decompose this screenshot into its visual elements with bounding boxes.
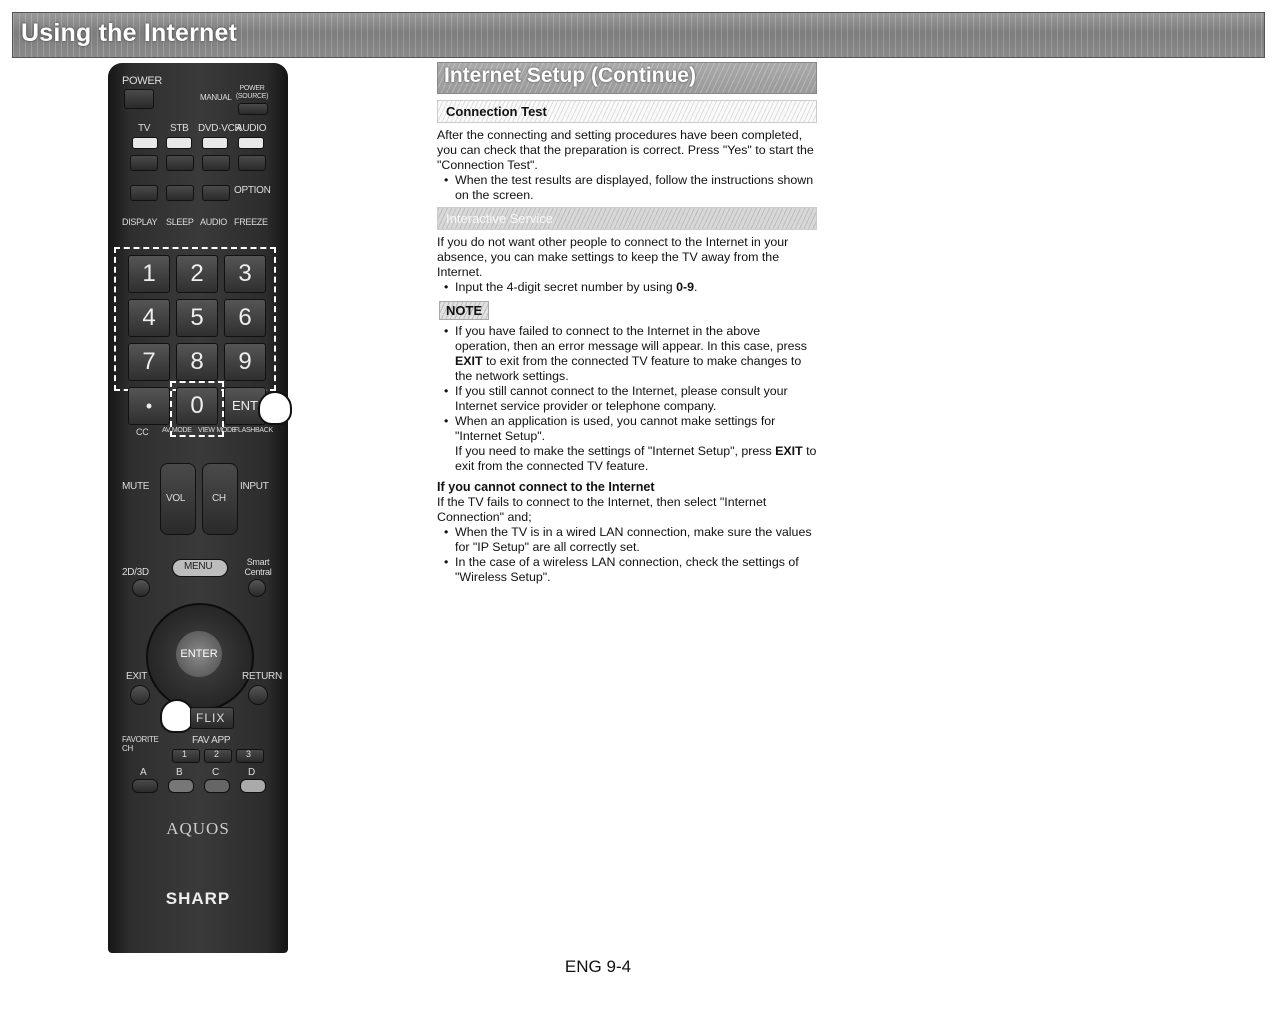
page-number: ENG 9-4 [564, 957, 632, 976]
section-title: Internet Setup (Continue) [444, 64, 696, 87]
key-range-dash: - [683, 280, 688, 294]
note-text: to exit from the connected TV feature to make changes to the network settings. [455, 354, 802, 383]
view-mode-label: VIEW MODE [198, 427, 237, 434]
play-button [166, 155, 194, 171]
ch-label: CH [212, 493, 226, 504]
freeze-label: FREEZE [234, 217, 268, 227]
pointing-hand-exit-icon [160, 699, 194, 733]
c-button [204, 779, 230, 793]
key-4: 4 [128, 299, 170, 337]
sleep-label: SLEEP [166, 217, 194, 227]
cc-label: CC [136, 427, 149, 437]
tv-mode-button [132, 137, 158, 149]
stb-label: STB [170, 123, 189, 134]
list-item: • In the case of a wireless LAN connection, check the settings of "Wireless Setup". [455, 555, 817, 585]
audio-label: AUDIO [236, 123, 267, 134]
cannot-connect-heading: If you cannot connect to the Internet [437, 480, 655, 494]
av-mode-label: AV MODE [162, 427, 192, 434]
rewind-button [130, 155, 158, 171]
2d3d-button [132, 579, 150, 597]
audio2-label: AUDIO [200, 217, 228, 227]
b-label: B [176, 767, 183, 778]
note-text: When an application is used, you cannot make settings for "Internet Setup". [455, 414, 776, 443]
c-label: C [212, 767, 219, 778]
vol-label: VOL [166, 493, 186, 504]
d-button [240, 779, 266, 793]
connection-test-paragraph: After the connecting and setting procedures have been completed, you can check that the preparation is correct. Press "Yes" to start the "Connection Test". [437, 128, 814, 172]
cannot-connect-list [437, 525, 817, 585]
key-9: 9 [224, 343, 266, 381]
interactive-service-list [437, 280, 817, 295]
netflix-label: FLIX [196, 711, 226, 725]
a-button [132, 779, 158, 793]
fav-app-label: FAV APP [192, 735, 231, 746]
note-tag: NOTE [439, 301, 489, 320]
note-text: to exit from the connected TV feature. [455, 444, 817, 473]
tv-label: TV [138, 123, 151, 134]
bullet-text: Input the 4-digit secret number by using [455, 280, 677, 294]
key-6: 6 [224, 299, 266, 337]
exit-label: EXIT [126, 671, 148, 682]
key-range-start: 0 [676, 280, 683, 294]
exit-key-text: EXIT [775, 444, 803, 458]
key-1: 1 [128, 255, 170, 293]
b-button [168, 779, 194, 793]
connection-test-heading: Connection Test [437, 100, 817, 123]
section-banner [437, 62, 817, 94]
connection-test-list [437, 173, 817, 203]
key-dot: • [128, 387, 170, 425]
interactive-service-heading: Interactive Service [437, 207, 817, 230]
list-item: • When the TV is in a wired LAN connection, make sure the values for "IP Setup" are all correctly set. [455, 525, 817, 555]
power-label: POWER [122, 75, 163, 87]
remote-control-illustration [108, 63, 288, 953]
key-0: 0 [176, 387, 218, 425]
dvd-mode-button [202, 137, 228, 149]
exit-button [130, 685, 150, 705]
bullet-end: . [694, 280, 698, 294]
list-item: • If you still cannot connect to the Internet, please consult your Internet service provider or telephone company. [455, 384, 817, 414]
key-2: 2 [176, 255, 218, 293]
skip-forward-button [202, 185, 230, 201]
display-label: DISPLAY [122, 217, 158, 227]
enter-button: ENTER [176, 631, 222, 677]
option-label: OPTION [234, 185, 271, 196]
note-text: If you have failed to connect to the Internet in the above operation, then an error message will appear. In this case, press [455, 324, 807, 353]
interactive-service-paragraph: If you do not want other people to connect to the Internet in your absence, you can make settings to keep the TV away from the Internet. [437, 235, 789, 279]
fast-forward-button [202, 155, 230, 171]
smart-central-button [248, 579, 266, 597]
key-5: 5 [176, 299, 218, 337]
2d3d-label: 2D/3D [122, 567, 149, 578]
stop-button [166, 185, 194, 201]
d-label: D [248, 767, 255, 778]
note-continuation [455, 444, 817, 474]
skip-back-button [130, 185, 158, 201]
key-ent: ENT [224, 387, 266, 425]
pause-button [238, 155, 266, 171]
power-source-label: POWER (SOURCE) [235, 85, 269, 100]
menu-label: MENU [184, 561, 213, 572]
power-button [124, 89, 154, 109]
key-7: 7 [128, 343, 170, 381]
manual-label: MANUAL [200, 93, 232, 102]
header-banner [12, 12, 1265, 58]
audio-mode-button [238, 137, 264, 149]
mute-label: MUTE [122, 481, 150, 492]
key-8: 8 [176, 343, 218, 381]
note-text: If you need to make the settings of "Internet Setup", press [455, 444, 776, 458]
instructions-column [437, 62, 817, 585]
key-3: 3 [224, 255, 266, 293]
list-item: • When the test results are displayed, follow the instructions shown on the screen. [455, 173, 817, 203]
input-label: INPUT [240, 481, 269, 492]
a-label: A [140, 767, 147, 778]
cannot-connect-paragraph: If the TV fails to connect to the Internet, then select "Internet Connection" and; [437, 495, 767, 524]
exit-key-text: EXIT [455, 354, 483, 368]
page-title: Using the Internet [21, 19, 238, 47]
list-item [455, 414, 817, 474]
smart-central-label: Smart Central [244, 557, 272, 577]
power-source-button [238, 103, 268, 115]
dvd-vcr-label: DVD·VCR [198, 123, 242, 134]
fav-app-3-label: 3 [246, 749, 251, 759]
flashback-label: FLASHBACK [234, 427, 273, 434]
aquos-logo: AQUOS [166, 819, 230, 838]
fav-app-1-label: 1 [182, 749, 187, 759]
list-item [455, 280, 817, 295]
stb-mode-button [166, 137, 192, 149]
note-list [437, 324, 817, 474]
fav-app-2-label: 2 [214, 749, 219, 759]
sharp-logo: SHARP [165, 889, 231, 908]
pointing-hand-icon [258, 391, 292, 425]
return-button [248, 685, 268, 705]
favorite-ch-label: FAVORITE CH [122, 735, 159, 753]
list-item [455, 324, 817, 384]
key-range-end: 9 [687, 280, 695, 294]
return-label: RETURN [242, 671, 282, 682]
